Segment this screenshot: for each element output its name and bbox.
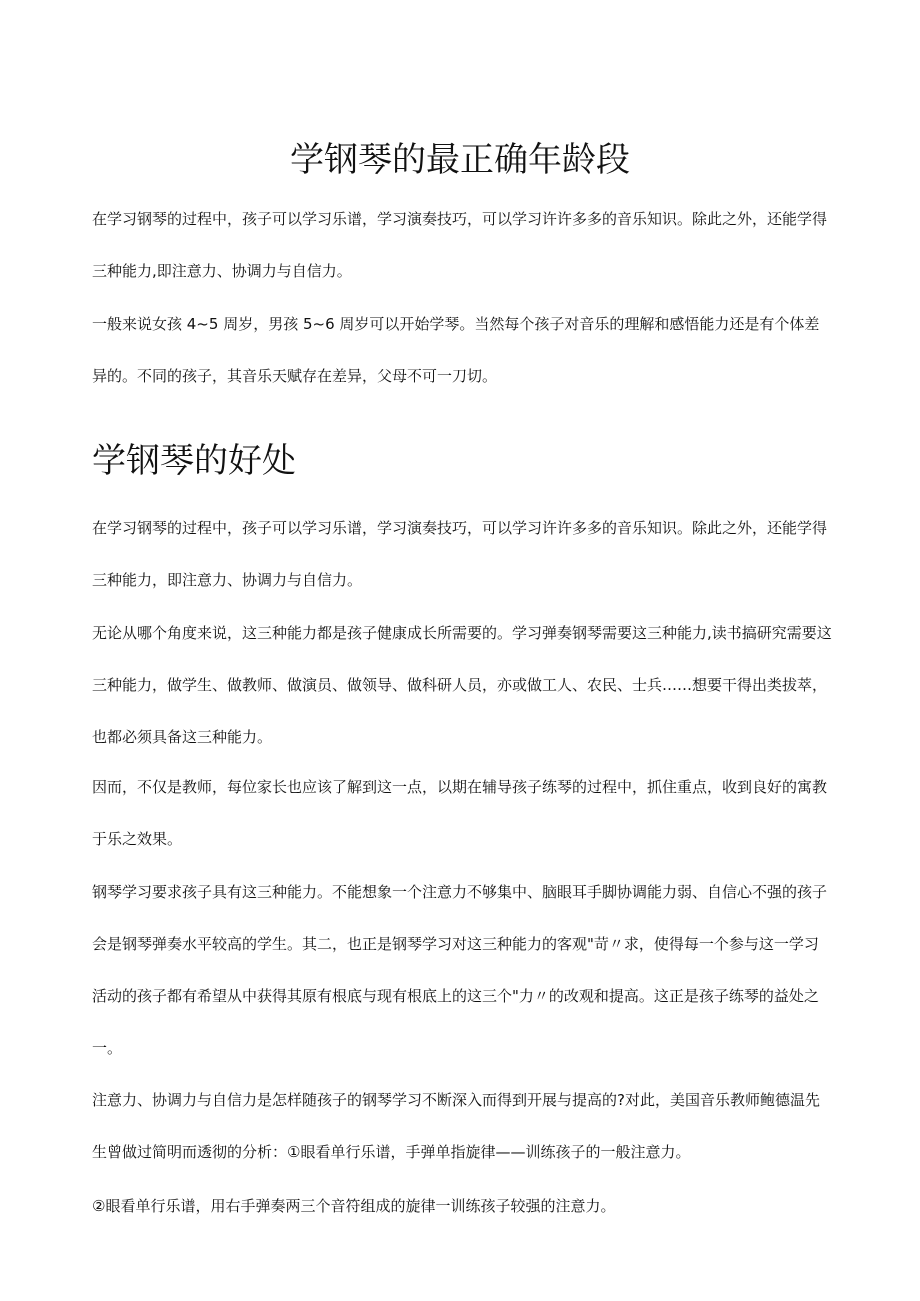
paragraph-requirements: 钢琴学习要求孩子具有这三种能力。不能想象一个注意力不够集中、脑眼耳手脚协调能力弱、自信心不强的孩子会是钢琴弹奏水平较高的学生。其二，也正是钢琴学习对这三种能力的客观"苛〃求，使得每一个参与这一学习活动的孩子都有希望从中获得其原有根底与现有根底上的这三个"力〃的改观和提高。这正是孩子练琴的益处之一。 <box>92 883 828 1057</box>
paragraph-age: 一般来说女孩 4~5 周岁，男孩 5~6 周岁可以开始学琴。当然每个孩子对音乐的理解和感悟能力还是有个体差异的。不同的孩子，其音乐天赋存在差异，父母不可一刀切。 <box>92 315 820 385</box>
paragraph-analysis: 注意力、协调力与自信力是怎样随孩子的钢琴学习不断深入而得到开展与提高的?对此，美国音乐教师鲍德温先生曾做过简明而透彻的分析：①眼看单行乐谱，手弹单指旋律——训练孩子的一般注意力。 <box>92 1091 820 1161</box>
paragraph-parents: 因而，不仅是教师，每位家长也应该了解到这一点，以期在辅导孩子练琴的过程中，抓住重点，收到良好的寓教于乐之效果。 <box>92 778 828 848</box>
paragraph-intro: 在学习钢琴的过程中，孩子可以学习乐谱，学习演奏技巧，可以学习许许多多的音乐知识。除此之外，还能学得三种能力,即注意力、协调力与自信力。 <box>92 210 828 280</box>
section-heading-benefits: 学钢琴的好处 <box>92 441 296 481</box>
page-title: 学钢琴的最正确年龄段 <box>290 140 630 180</box>
paragraph-three-abilities: 无论从哪个角度来说，这三种能力都是孩子健康成长所需要的。学习弹奏钢琴需要这三种能力,读书搞研究需要这三种能力，做学生、做教师、做演员、做领导、做科研人员，亦或做工人、农民、士兵……想要干得出类拔萃，也都必须具备这三种能力。 <box>92 624 832 746</box>
paragraph-step-two: ②眼看单行乐谱，用右手弹奏两三个音符组成的旋律一训练孩子较强的注意力。 <box>92 1197 616 1215</box>
paragraph-benefits-intro: 在学习钢琴的过程中，孩子可以学习乐谱，学习演奏技巧，可以学习许许多多的音乐知识。除此之外，还能学得三种能力，即注意力、协调力与自信力。 <box>92 519 828 589</box>
